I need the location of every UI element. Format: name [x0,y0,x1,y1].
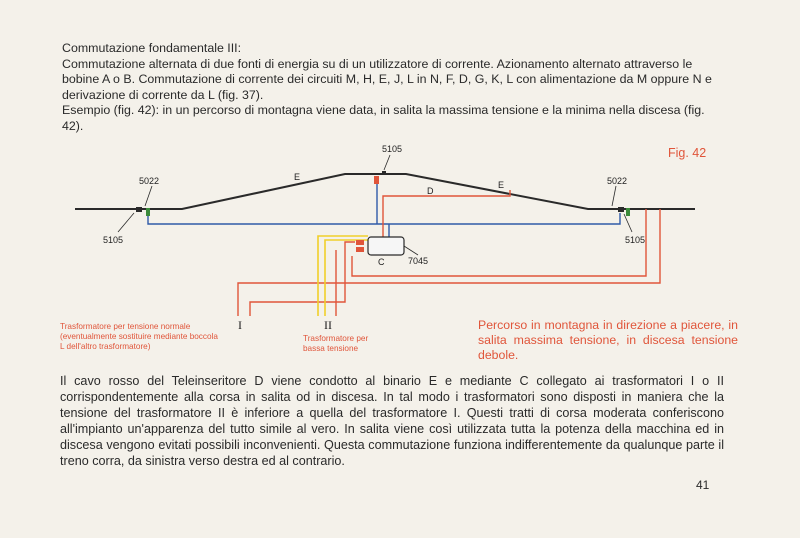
page-number: 41 [696,478,710,492]
leader-5022-left [145,186,152,206]
relay-7045 [368,237,404,255]
red-wire-right-outer [238,209,660,316]
contact-track-left-green [146,208,150,216]
label-5022-left: 5022 [139,176,160,186]
contact-track-top-dark [382,171,386,175]
label-5105-top: 5105 [382,144,403,154]
route-description: Percorso in montagna in direzione a piacere, in salita massima tensione, in discesa tensione debole. [478,318,738,362]
relay-terminal [356,240,364,245]
leader-5105-right [624,214,632,232]
label-e-left: E [294,172,301,182]
leader-5105-left [118,213,134,232]
contact-track-right [618,207,624,212]
note-transformer-low: Trasformatore per bassa tensione [303,334,369,353]
relay-terminal [356,247,364,252]
label-c: C [378,257,385,267]
red-wire-d [383,190,510,242]
intro-paragraph-1: Commutazione alternata di due fonti di energia su di un utilizzatore di corrente. Azionamento alternato attraverso le bobine A o B. Commutazione di corrente dei circuiti M, H, E, J, L in N, F, D, G, K, L con alimentazione da M oppure N e derivazione di corrente da L (fig. 37). [62,56,712,102]
label-transformer-1: I [238,318,242,332]
contact-track-left [136,207,142,212]
label-transformer-2: II [324,318,332,332]
contact-track-top [374,176,379,184]
label-d: D [427,186,434,196]
red-wire-relay-left [250,242,355,316]
note-transformer-normal: Trasformatore per tensione normale (eventualmente sostituire mediante boccola L dell'altro trasformatore) [60,322,218,351]
leader-5022-right [612,186,616,206]
label-5022-right: 5022 [607,176,628,186]
label-7045: 7045 [408,256,429,266]
label-e-right: E [498,180,505,190]
label-5105-right: 5105 [625,235,646,245]
intro-title: Commutazione fondamentale III: [62,41,242,55]
leader-5105-top [384,155,390,170]
contact-track-right-green [626,208,630,216]
intro-paragraph-2: Esempio (fig. 42): in un percorso di montagna viene data, in salita la massima tensione e la minima nella discesa (fig. 42). [62,103,705,133]
track-profile [75,174,695,209]
blue-wire [148,213,620,224]
label-5105-left: 5105 [103,235,124,245]
figure-label: Fig. 42 [668,146,707,160]
relay-leader [404,246,418,255]
body-paragraph: Il cavo rosso del Teleinseritore D viene condotto al binario E e mediante C collegato ai trasformatori I o II corrispondentemente alla corsa in salita od in discesa. In tal modo i trasformatori sono disposti in maniera che la tensione del trasformatore II è inferiore a quella del trasformatore I. Questi tratti di corsa moderata conferiscono all'impianto un'apparenza del tutto simile al vero. In salita viene così utilizzata tutta la potenza della macchina ed in discesa vengono evitati possibili inconvenienti. Questa commutazione funziona indifferentemente da qualunque parte il treno corra, da sinistra verso destra ed al contrario. [60,374,724,468]
